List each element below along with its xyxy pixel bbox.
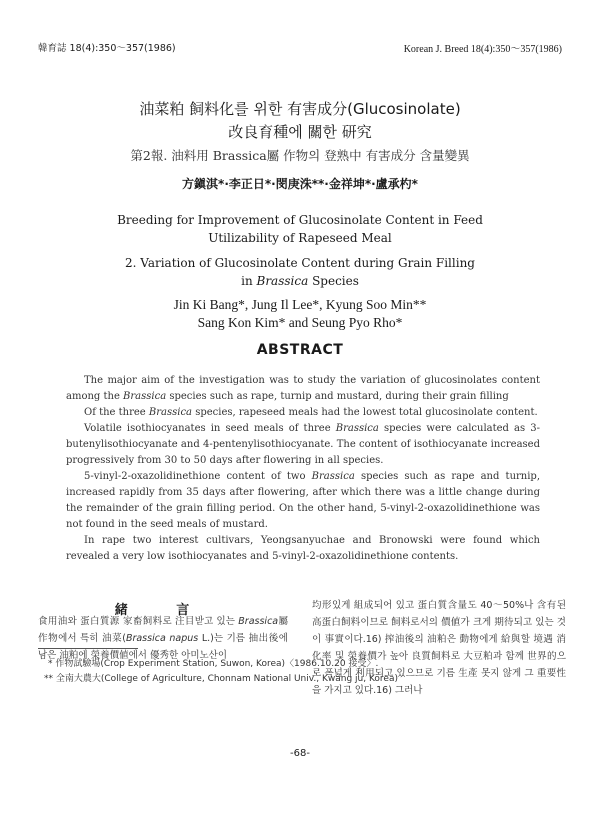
abstract-paragraph: In rape two interest cultivars, Yeongsanyuchae and Bronowski were found which revealed a very low isothiocyanates and 5-vinyl-2-oxazolidinethione contents. [66,535,540,562]
abstract-text: species were calculated as 3-butenylisothiocyanate and 4-pentenylisothiocyanate. The content of isothiocyanate increased progressively from 30 to 50 days after flowering in all species. [66,423,540,466]
subtitle-text: Species [308,274,359,288]
genus-name: Brassica [123,391,167,402]
genus-name: Brassica [335,423,379,434]
body-text: 食用油와 蛋白質源 家畜飼料로 注目받고 있는 [38,616,239,627]
abstract-text: species such as rape, turnip and mustard, during their grain filling [166,391,509,402]
species-name: Brassica napus [125,633,199,644]
abstract-paragraph [66,421,540,469]
running-header-korean: 韓育誌 18(4):350～357(1986) [38,43,176,54]
footnote-divider [38,648,138,649]
authors-english-line2: Sang Kon Kim* and Seung Pyo Rho* [197,315,403,330]
subtitle-english [0,254,600,290]
abstract-text: species, rapeseed meals had the lowest total glucosinolate content. [192,407,538,418]
abstract-heading: ABSTRACT [256,342,344,358]
abstract-text: Of the three [84,407,149,418]
subtitle-korean: 第2報. 油料用 Brassica屬 作物의 登熟中 有害成分 含量變異 [130,148,470,163]
body-text: L.)는 기름 抽出後에 남은 油粕에 榮養價値에서 優秀한 아미노산이 [38,633,288,661]
subtitle-text: in [241,274,257,288]
abstract-paragraph [66,469,540,533]
authors-english-line1: Jin Ki Bang*, Jung Il Lee*, Kyung Soo Min** [173,297,427,312]
abstract-paragraph [66,405,540,421]
authors-english [0,296,600,332]
subtitle-english-line2 [0,272,600,290]
title-english-line1: Breeding for Improvement of Glucosinolate Content in Feed [117,213,483,227]
abstract-text: 5-vinyl-2-oxazolidinethione content of two [84,471,312,482]
abstract-text: Volatile isothiocyanates in seed meals of three [84,423,336,434]
genus-name: Brassica [148,407,193,418]
title-english [0,211,600,247]
page-number: -68- [290,748,310,759]
abstract-text: species such as rape and turnip, increased rapidly from 35 days after flowering, after which there was a little change during the remainder of the grain filling period. On the other hand, 5-vinyl-2-oxazolidinethione was not found in the seed meals of mustard. [66,471,541,530]
body-paragraph: 均形있게 組成되어 있고 蛋白質含量도 40～50%나 含有된 高蛋白飼料이므로 飼料로서의 價値가 크게 期待되고 있는 것이 事實이다.16) 搾油後의 油粕은 動物에게 給與할 境遇 消化率 및 榮養價가 높아 良質飼料로 大豆粕과 함께 世界的으로 폭넓게 利用되고 있으므로 기름 生產 못지 않게 그 重要性을 가지고 있다.16) 그러나 [312,600,566,696]
title-korean-line2: 改良育種에 關한 研究 [228,123,372,141]
authors-korean: 方鎭淇*·李正日*·閔庚洙**·金祥坤*·盧承杓* [182,177,418,191]
section-heading-introduction: 緒 言 [114,603,212,618]
running-header-english: Korean J. Breed 18(4):350～357(1986) [403,44,562,55]
abstract-body [66,373,540,565]
genus-name: Brassica [311,471,355,482]
abstract-text: The major aim of the investigation was to study the variation of glucosinolates content among the [66,375,540,402]
title-english-line2: Utilizability of Rapeseed Meal [208,231,392,245]
genus-name: Brassica [238,616,279,627]
footnote-affiliation-1: * 作物試驗場(Crop Experiment Station, Suwon, Korea)〈1986.10.20 接受〉. [48,659,379,669]
footnote-affiliation-2: ** 全南大農大(College of Agriculture, Chonnam National Univ., Kwang ju, Korea) [44,674,398,684]
title-korean-line1: 油菜粕 飼料化를 위한 有害成分(Glucosinolate) [139,100,461,118]
subtitle-genus: Brassica [256,274,309,288]
body-text: 屬 作物에서 특히 油菜( [38,616,288,644]
abstract-paragraph [66,373,540,405]
subtitle-english-line1: 2. Variation of Glucosinolate Content during Grain Filling [125,256,475,270]
